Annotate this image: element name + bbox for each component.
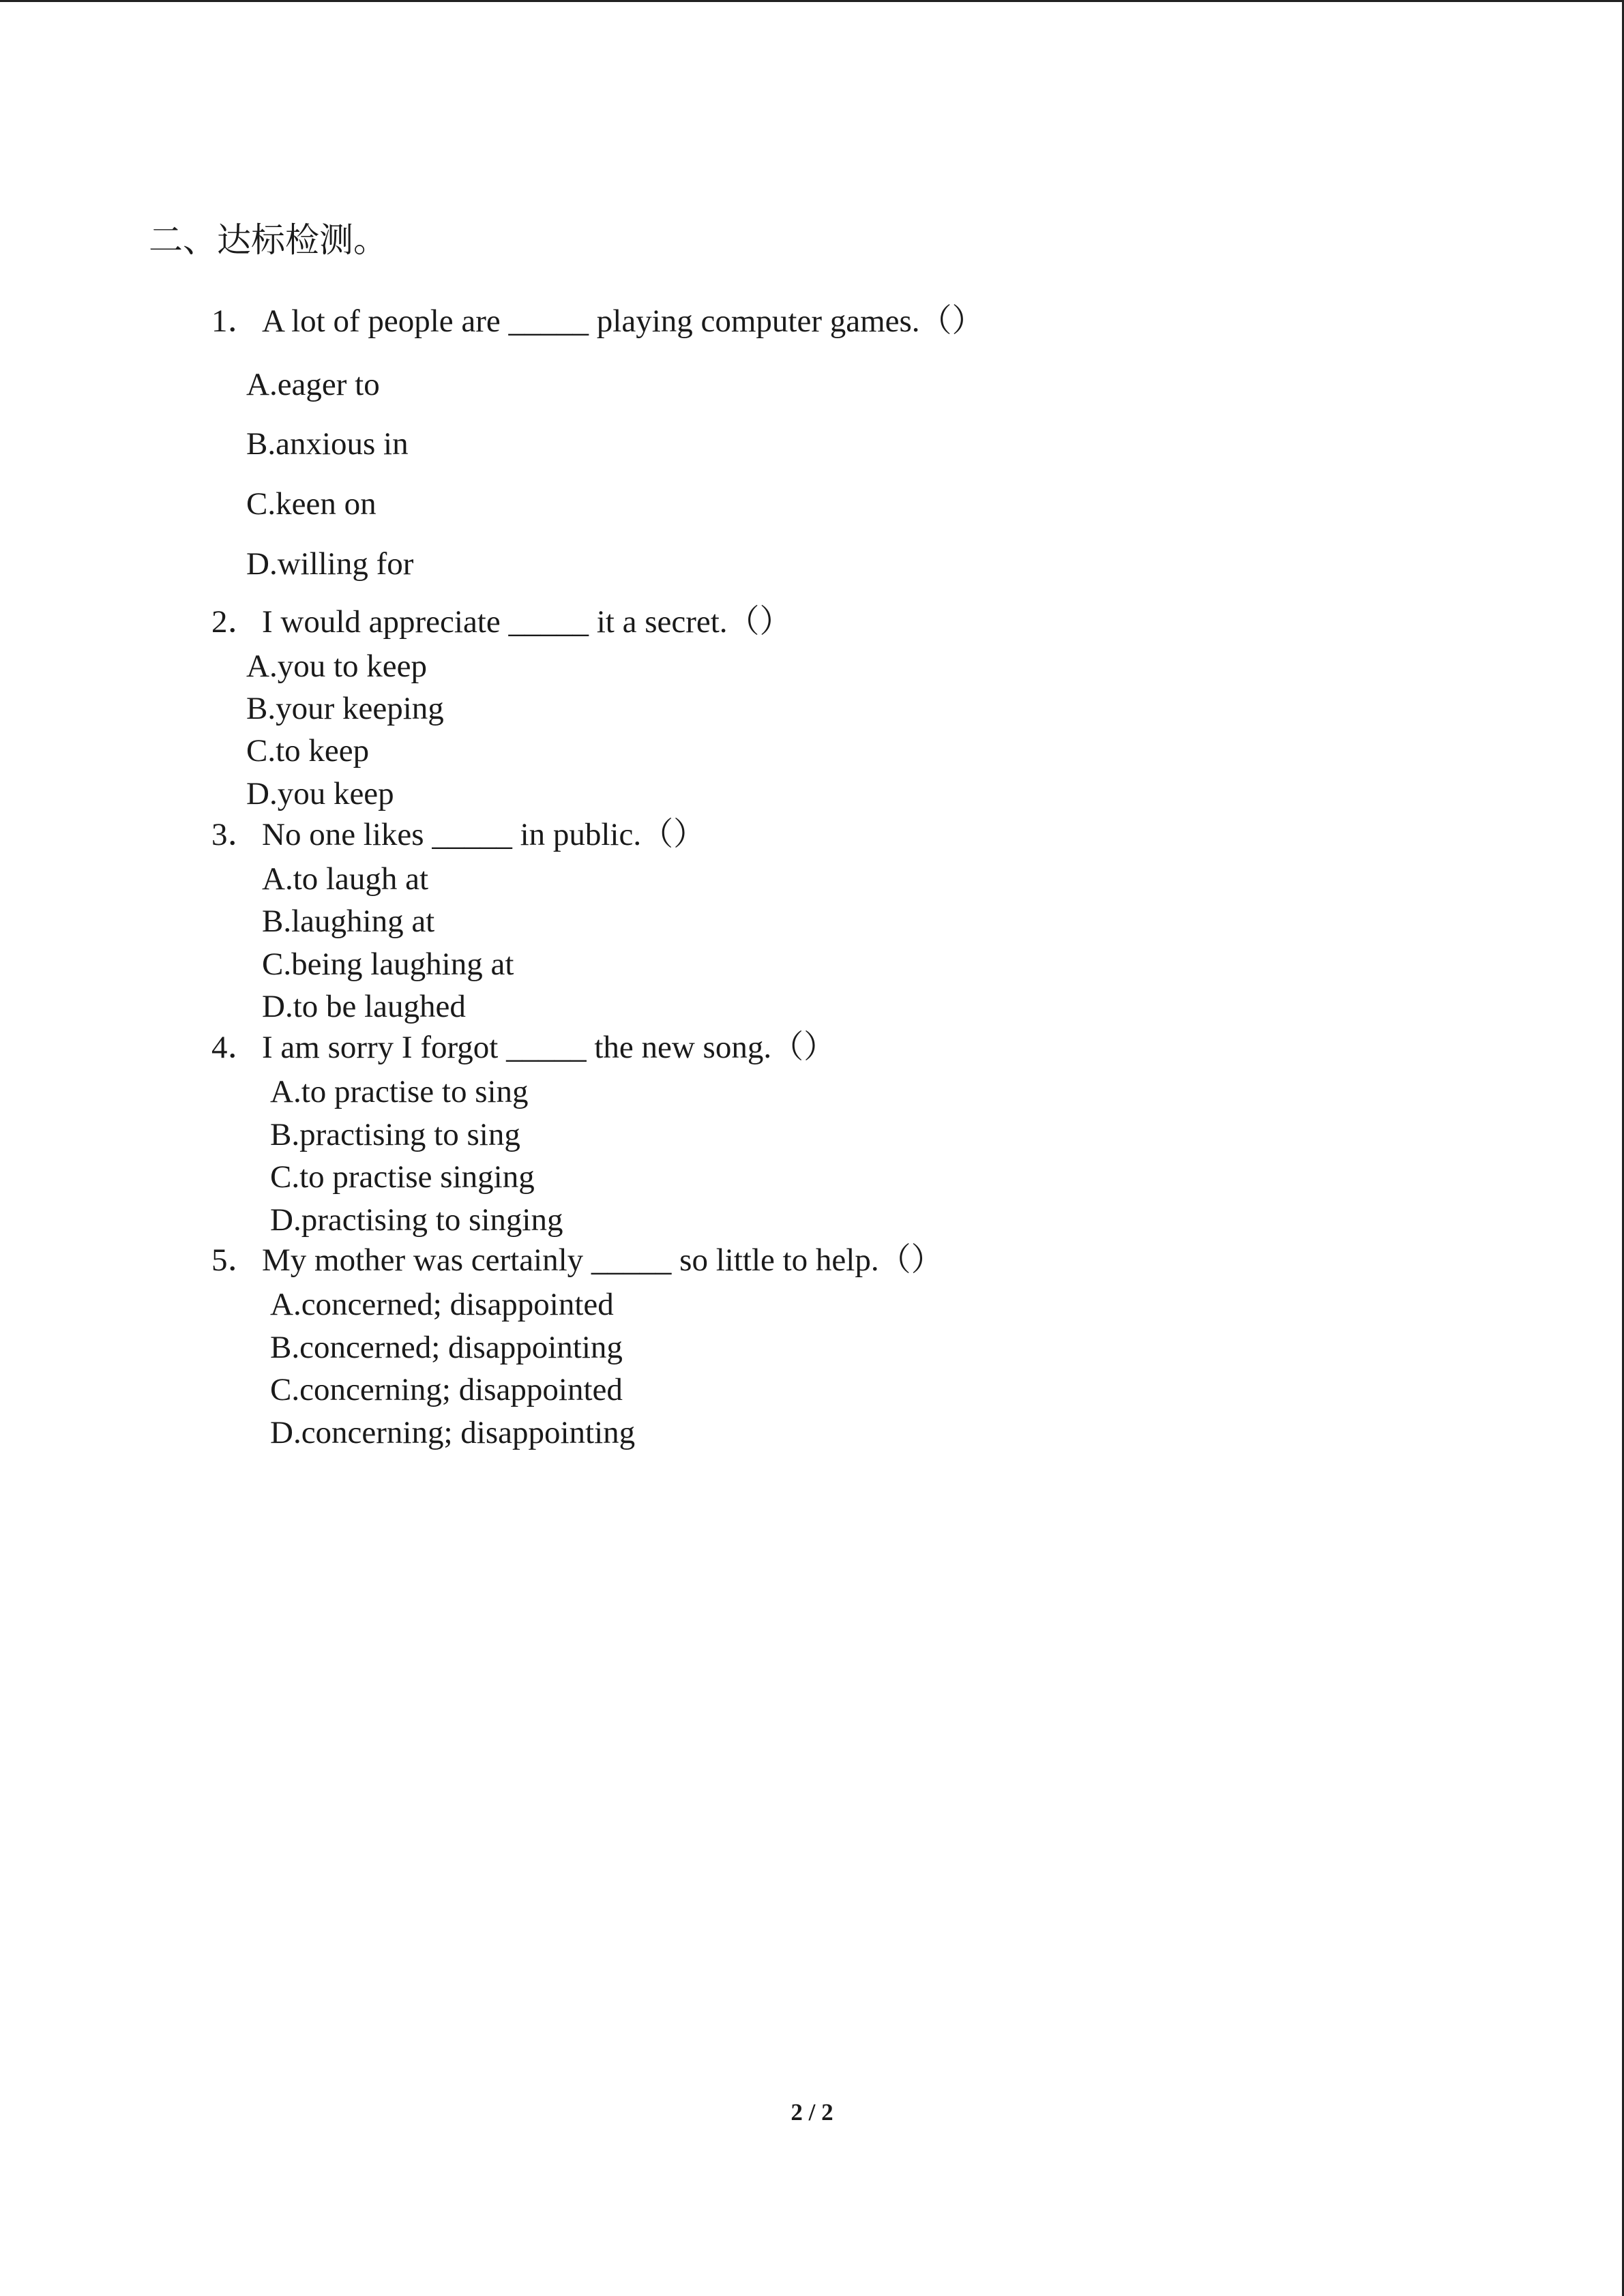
question-2-option-d: D.you keep (246, 776, 394, 811)
question-4-stem (211, 1026, 836, 1069)
question-5-option-a: A.concerned; disappointed (270, 1287, 614, 1322)
question-4-option-d: D.practising to singing (270, 1202, 563, 1238)
question-1-option-b: B.anxious in (246, 426, 409, 462)
question-text: I would appreciate _____ it a secret.（） (262, 604, 792, 640)
question-5-option-d: D.concerning; disappointing (270, 1415, 636, 1450)
question-number: 4． (211, 1030, 260, 1065)
question-1-option-d: D.willing for (246, 546, 414, 582)
question-4-option-b: B.practising to sing (270, 1117, 520, 1152)
question-4-option-c: C.to practise singing (270, 1159, 535, 1195)
question-5-option-c: C.concerning; disappointed (270, 1372, 623, 1407)
question-3-option-d: D.to be laughed (262, 989, 466, 1024)
question-text: My mother was certainly _____ so little to help.（） (262, 1242, 943, 1278)
section-title: 二、达标检测。 (149, 220, 387, 260)
question-2-option-c: C.to keep (246, 733, 370, 769)
question-number: 1． (211, 303, 260, 339)
question-2-option-b: B.your keeping (246, 691, 444, 726)
question-1-option-c: C.keen on (246, 486, 377, 522)
question-1-option-a: A.eager to (246, 367, 380, 402)
question-5-option-b: B.concerned; disappointing (270, 1330, 623, 1365)
question-2-stem (211, 601, 792, 643)
question-number: 5． (211, 1242, 260, 1278)
question-5-stem (211, 1239, 943, 1281)
top-border (0, 0, 1624, 2)
page-number: 2 / 2 (791, 2099, 833, 2126)
question-3-stem (211, 814, 705, 856)
question-number: 2． (211, 604, 260, 640)
question-1-stem (211, 300, 984, 342)
question-number: 3． (211, 817, 260, 852)
question-text: No one likes _____ in public.（） (262, 817, 706, 852)
question-2-option-a: A.you to keep (246, 648, 427, 684)
question-3-option-b: B.laughing at (262, 904, 435, 939)
question-3-option-c: C.being laughing at (262, 946, 514, 982)
question-4-option-a: A.to practise to sing (270, 1074, 529, 1109)
question-text: A lot of people are _____ playing computer games.（） (262, 303, 984, 339)
question-3-option-a: A.to laugh at (262, 861, 429, 897)
question-text: I am sorry I forgot _____ the new song.（） (262, 1030, 836, 1065)
